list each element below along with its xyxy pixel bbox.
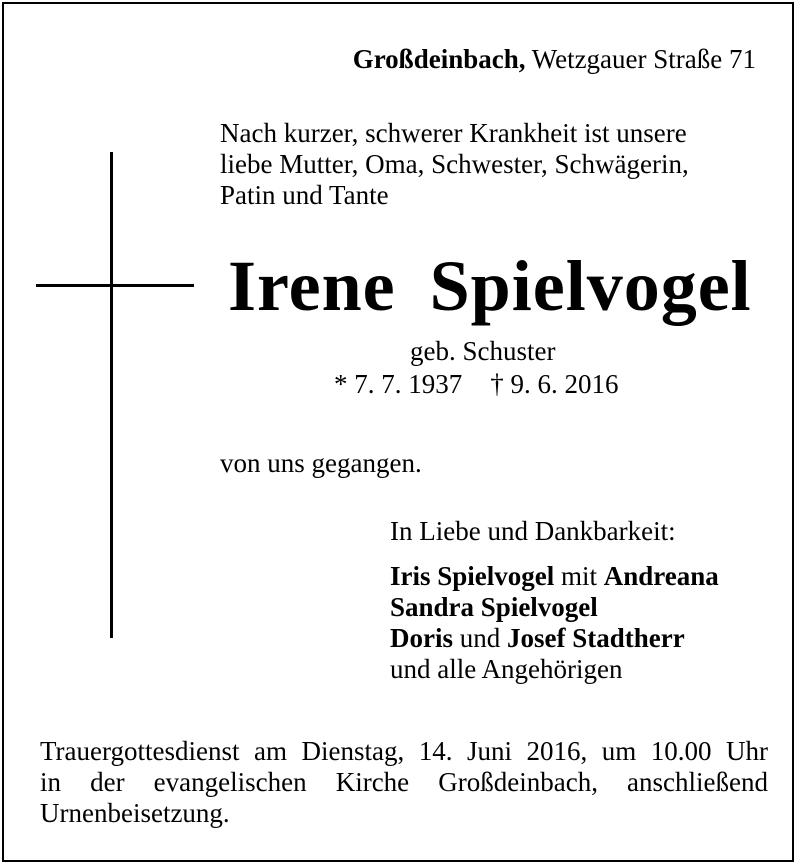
intro-text: [220, 118, 780, 211]
mourner-join: mit: [561, 561, 598, 591]
death-date: † 9. 6. 2016: [490, 369, 619, 399]
deceased-first-name: Irene: [228, 246, 396, 326]
mourner-line: [390, 623, 719, 654]
mourners-heading: In Liebe und Dankbarkeit:: [390, 516, 676, 546]
address: [353, 42, 756, 76]
intro-line: Patin und Tante: [220, 180, 389, 210]
address-town: Großdeinbach,: [352, 44, 526, 74]
life-dates: [334, 367, 619, 401]
mourner-name: Iris Spielvogel: [390, 561, 555, 591]
deceased-last-name: Spielvogel: [429, 246, 752, 326]
mourner-line: Sandra Spielvogel: [390, 592, 598, 622]
mourner-name: Doris: [390, 623, 453, 653]
service-line: Urnenbeisetzung.: [40, 798, 230, 828]
mourners-block: [390, 516, 719, 685]
mourner-name: Josef Stadtherr: [507, 623, 685, 653]
closing-text: von uns gegangen.: [220, 448, 422, 478]
mourner-join: und: [459, 623, 501, 653]
mourner-line: und alle Angehörigen: [390, 654, 623, 684]
deceased-name: [228, 244, 752, 328]
cross-icon-horizontal-bar: [36, 284, 194, 287]
address-street: Wetzgauer Straße 71: [531, 44, 756, 74]
funeral-service-info: [40, 736, 768, 829]
mourner-line: [390, 561, 719, 592]
service-line: Trauergottesdienst am Dienstag, 14. Juni 2016, um 10.00 Uhr: [40, 736, 768, 766]
birth-date: * 7. 7. 1937: [334, 369, 463, 399]
service-line: in der evangelischen Kirche Großdeinbach, anschließend: [40, 767, 768, 797]
cross-icon-vertical-bar: [110, 152, 113, 638]
mourner-name: Andreana: [603, 561, 719, 591]
obituary-notice: [2, 2, 794, 862]
intro-line: liebe Mutter, Oma, Schwester, Schwägerin,: [220, 149, 689, 179]
birth-name: geb. Schuster: [410, 336, 556, 366]
intro-line: Nach kurzer, schwerer Krankheit ist unsere: [220, 118, 687, 148]
